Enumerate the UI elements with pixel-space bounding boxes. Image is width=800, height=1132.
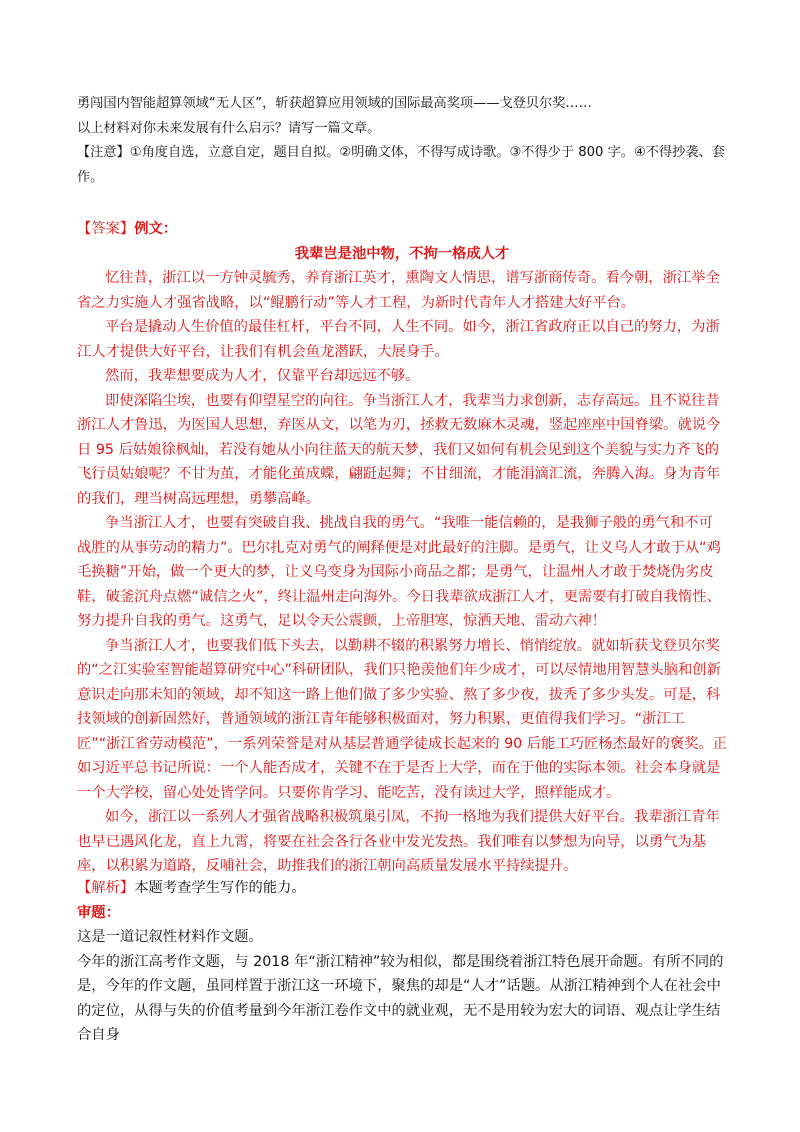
- essay-paragraph: 平台是撬动人生价值的最佳杠杆，平台不同，人生不同。如今，浙江省政府正以自己的努力，为浙江人才提供大好平台，让我们有机会鱼龙潜跃，大展身手。: [77, 319, 720, 360]
- answer-header: [77, 217, 727, 242]
- analysis-subtitle: 审题：: [77, 904, 120, 921]
- answer-label: 【答案】: [77, 221, 135, 237]
- answer-label-suffix: 例文：: [134, 221, 178, 237]
- essay-paragraph: 如今，浙江以一系列人才强省战略积极筑巢引凤，不拘一格地为我们提供大好平台。我辈浙江青年也早已遇风化龙，直上九霄，将要在社会各行各业中发光发热。我们唯有以梦想为向导，以勇气为基座，以积累为道路，反哺社会，助推我们的浙江朝向高质量发展水平持续提升。: [77, 809, 720, 874]
- intro-line-2: 以上材料对你未来发展有什么启示？请写一篇文章。: [77, 120, 381, 136]
- essay-paragraph: 争当浙江人才，也要我们低下头去，以勤耕不辍的积累努力增长、悄悄绽放。就如斩获戈登贝尔奖的“之江实验室智能超算研究中心”科研团队，我们只艳羡他们年少成才，可以尽情地用智慧头脑和创新意识走向那未知的领域，却不知这一路上他们做了多少实验、熬了多少夜，拔秃了多少头发。可是，科技领域的创新固然好，普通领域的浙江青年能够积极面对，努力积累，更值得我们学习。“浙江工匠”“浙江省劳动模范”，一系列荣誉是对从基层普通学徒成长起来的 90 后能工巧匠杨杰最好的褒奖。正如习近平总书记所说：一个人能否成才，关键不在于是否上大学，而在于他的实际本领。社会本身就是一个大学校，留心处处皆学问。只要你肯学习、能吃苦，没有读过大学，照样能成才。: [77, 637, 727, 801]
- intro-section: [77, 92, 727, 190]
- essay-body: [77, 266, 727, 879]
- essay-paragraph: 忆往昔，浙江以一方钟灵毓秀，养育浙江英才，熏陶文人情思，谱写浙商传奇。看今朝，浙江举全省之力实施人才强省战略，以“鲲鹏行动”等人才工程，为新时代青年人才搭建大好平台。: [77, 270, 720, 311]
- analysis-section: [77, 876, 727, 1048]
- intro-line-1: 勇闯国内智能超算领域“无人区”，斩获超算应用领域的国际最高奖项——戈登贝尔奖……: [77, 96, 592, 111]
- intro-note: [77, 141, 727, 190]
- essay-paragraph: 然而，我辈想要成为人才，仅靠平台却远远不够。: [105, 368, 420, 384]
- essay-paragraph: 即使深陷尘埃，也要有仰望星空的向往。争当浙江人才，我辈当力求创新，志存高远。且不说往昔浙江人才鲁迅，为医国人思想，弃医从文，以笔为刃，拯救无数麻木灵魂，竖起座座中国脊梁。就说今日 95 后姑娘徐枫灿，若没有她从小向往蓝天的航天梦，我们又如何有机会见到这个美貌与实力齐飞的飞行员姑娘呢？不甘为茧，才能化茧成蝶，翩跹起舞；不甘细流，才能涓滴汇流，奔腾入海。身为青年的我们，理当树高远理想，勇攀高峰。: [77, 392, 721, 507]
- note-label: 【注意】: [77, 145, 130, 160]
- analysis-paragraph: 今年的浙江高考作文题，与 2018 年“浙江精神”较为相似，都是围绕着浙江特色展开命题。有所不同的是，今年的作文题，虽同样置于浙江这一环境下，聚焦的却是“人才”话题。从浙江精神到个人在社会中的定位，从得与失的价值考量到今年浙江卷作文中的就业观，无不是用较为宏大的词语、观点让学生结合自身: [77, 953, 724, 1043]
- essay-title: 我辈岂是池中物，不拘一格成人才: [294, 246, 510, 262]
- analysis-label: 【解析】: [77, 880, 135, 896]
- note-text: ①角度自选，立意自定，题目自拟。②明确文体，不得写成诗歌。③不得少于 800 字。④不得抄袭、套作。: [77, 145, 725, 185]
- analysis-line: [77, 876, 727, 901]
- analysis-text: 本题考查学生写作的能力。: [134, 880, 306, 896]
- analysis-line-1: 这是一道记叙性材料作文题。: [77, 929, 263, 945]
- essay-paragraph: 争当浙江人才，也要有突破自我、挑战自我的勇气。“我唯一能信赖的，是我狮子般的勇气和不可战胜的从事劳动的精力”。巴尔扎克对勇气的阐释便是对此最好的注脚。是勇气，让义乌人才敢于从“鸡毛换糖”开始，做一个更大的梦，让义乌变身为国际小商品之都；是勇气，让温州人才敢于焚烧伪劣皮鞋，破釜沉舟点燃“诚信之火”，终让温州走向海外。今日我辈欲成浙江人才，更需要有打破自我惰性、努力提升自我的勇气。这勇气，足以令天公震颤，上帝胆寒，惊洒天地、雷动六神！: [77, 515, 721, 629]
